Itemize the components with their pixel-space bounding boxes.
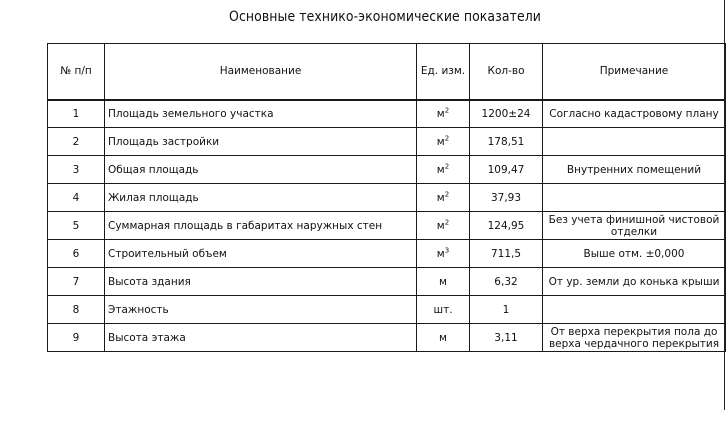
- row-num: 7: [48, 268, 105, 296]
- row-note: [543, 184, 726, 212]
- row-num: 6: [48, 240, 105, 268]
- row-note: От ур. земли до конька крыши: [543, 268, 726, 296]
- header-name: Наименование: [105, 44, 417, 100]
- row-note: [543, 296, 726, 324]
- row-unit: [417, 184, 470, 212]
- row-num: 1: [48, 100, 105, 128]
- row-unit-exponent: 3: [444, 246, 450, 254]
- row-qty: 178,51: [470, 128, 543, 156]
- header-qty: Кол-во: [470, 44, 543, 100]
- row-unit: [417, 268, 470, 296]
- row-name: Площадь земельного участка: [105, 100, 417, 128]
- row-unit-exponent: 2: [444, 134, 450, 142]
- table-header-row: [48, 44, 726, 100]
- header-num: № п/п: [48, 44, 105, 100]
- row-qty: 109,47: [470, 156, 543, 184]
- row-unit: [417, 128, 470, 156]
- row-num: 5: [48, 212, 105, 240]
- table-row: [48, 324, 726, 352]
- row-name: Высота здания: [105, 268, 417, 296]
- row-qty: 3,11: [470, 324, 543, 352]
- table-row: [48, 296, 726, 324]
- row-qty: 124,95: [470, 212, 543, 240]
- row-unit: [417, 296, 470, 324]
- row-unit: [417, 240, 470, 268]
- table-row: [48, 212, 726, 240]
- row-name: Высота этажа: [105, 324, 417, 352]
- row-qty: 711,5: [470, 240, 543, 268]
- row-name: Этажность: [105, 296, 417, 324]
- row-unit-text: м: [436, 191, 445, 204]
- row-note: От верха перекрытия пола до верха чердачного перекрытия: [543, 324, 726, 352]
- table-body: [48, 100, 726, 352]
- table-row: [48, 240, 726, 268]
- row-qty: 1200±24: [470, 100, 543, 128]
- table-row: [48, 100, 726, 128]
- row-num: 9: [48, 324, 105, 352]
- row-note: [543, 128, 726, 156]
- row-unit-exponent: 2: [444, 190, 450, 198]
- row-unit-text: м: [436, 107, 445, 120]
- row-qty: 1: [470, 296, 543, 324]
- row-num: 2: [48, 128, 105, 156]
- row-unit: [417, 156, 470, 184]
- row-name: Жилая площадь: [105, 184, 417, 212]
- row-unit-exponent: 2: [444, 218, 450, 226]
- row-unit: [417, 212, 470, 240]
- document-title: Основные технико-экономические показатели: [229, 9, 541, 25]
- table-row: [48, 268, 726, 296]
- row-qty: 37,93: [470, 184, 543, 212]
- row-note: Выше отм. ±0,000: [543, 240, 726, 268]
- table-row: [48, 128, 726, 156]
- row-note: Без учета финишной чистовой отделки: [543, 212, 726, 240]
- row-unit-exponent: 2: [444, 162, 450, 170]
- row-unit-text: м: [439, 275, 447, 288]
- row-unit-text: шт.: [433, 303, 453, 316]
- indicators-table: [47, 43, 726, 352]
- row-unit-text: м: [436, 163, 445, 176]
- row-unit: [417, 324, 470, 352]
- header-unit: Ед. изм.: [417, 44, 470, 100]
- row-num: 4: [48, 184, 105, 212]
- row-unit-text: м: [439, 331, 447, 344]
- row-qty: 6,32: [470, 268, 543, 296]
- row-note: Согласно кадастровому плану: [543, 100, 726, 128]
- table-row: [48, 156, 726, 184]
- row-unit-exponent: 2: [444, 106, 450, 115]
- table-row: [48, 184, 726, 212]
- row-note: Внутренних помещений: [543, 156, 726, 184]
- row-name: Строительный объем: [105, 240, 417, 268]
- row-name: Площадь застройки: [105, 128, 417, 156]
- row-unit-text: м: [436, 247, 445, 260]
- row-num: 3: [48, 156, 105, 184]
- header-note: Примечание: [543, 44, 726, 100]
- row-unit: [417, 100, 470, 128]
- row-name: Суммарная площадь в габаритах наружных стен: [105, 212, 417, 240]
- row-unit-text: м: [436, 135, 445, 148]
- row-num: 8: [48, 296, 105, 324]
- row-name: Общая площадь: [105, 156, 417, 184]
- row-unit-text: м: [436, 219, 445, 232]
